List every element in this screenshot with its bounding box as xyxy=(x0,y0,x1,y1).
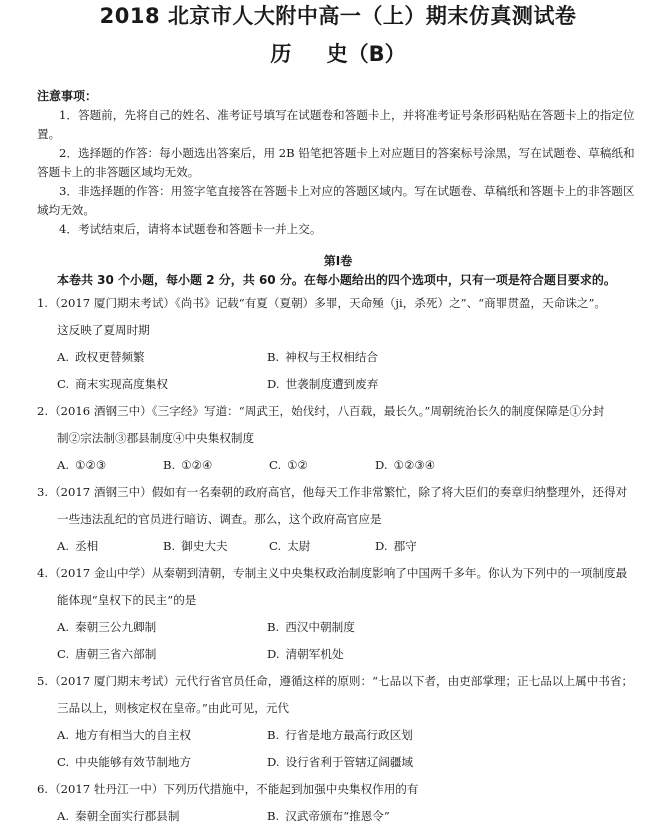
question-number: 1. xyxy=(37,296,49,310)
question-number: 3. xyxy=(37,485,49,499)
option-a[interactable]: A. 秦朝全面实行郡县制 xyxy=(57,809,180,823)
option-a[interactable]: A. 地方有相当大的自主权 xyxy=(57,728,192,742)
option-b[interactable]: B. 御史大夫 xyxy=(163,539,228,553)
notice-item: 1．答题前，先将自己的姓名、准考证号填写在试题卷和答题卡上，并将准考证号条形码粘贴在答题卡上的指定位置。 xyxy=(37,108,635,141)
question-5 xyxy=(37,668,639,776)
options xyxy=(37,533,639,560)
options xyxy=(37,803,639,830)
notice-item: 4．考试结束后，请将本试题卷和答题卡一并上交。 xyxy=(59,222,322,236)
question-2 xyxy=(37,398,639,479)
section-heading: 第Ⅰ卷 xyxy=(323,254,353,268)
option-a[interactable]: A. 秦朝三公九卿制 xyxy=(57,620,157,634)
option-c[interactable]: C. 唐朝三省六部制 xyxy=(57,647,157,661)
question-text-cont: 这反映了夏周时期 xyxy=(57,323,150,337)
notice-heading: 注意事项： xyxy=(37,89,98,103)
question-text: （2017 酒钢三中）假如有一名秦朝的政府高官，他每天工作非常繁忙，除了将大臣们的奏章归纳整理外，还得对 xyxy=(49,485,628,499)
question-text: （2017 厦门期末考试）元代行省官员任命，遵循这样的原则：“七品以下者，由吏部掌理；正七品以上属中书省； xyxy=(49,674,634,688)
question-number: 6. xyxy=(37,782,49,796)
option-d[interactable]: D. 郡守 xyxy=(375,539,417,553)
question-1 xyxy=(37,290,639,398)
option-c[interactable]: C. ①② xyxy=(269,458,308,472)
exam-subtitle: 历 史（B） xyxy=(270,42,406,66)
question-text-cont: 制②宗法制③郡县制度④中央集权制度 xyxy=(57,431,255,445)
notice-item: 2．选择题的作答：每小题选出答案后，用 2B 铅笔把答题卡上对应题目的答案标号涂黑，写在试题卷、草稿纸和答题卡上的非答题区域均无效。 xyxy=(37,146,635,179)
option-d[interactable]: D. ①②③④ xyxy=(375,458,436,472)
option-a[interactable]: A. 丞相 xyxy=(57,539,99,553)
option-b[interactable]: B. 汉武帝颁布“推恩令” xyxy=(267,809,390,823)
option-d[interactable]: D. 设行省利于管辖辽阔疆域 xyxy=(267,755,414,769)
question-number: 5. xyxy=(37,674,49,688)
question-text: （2017 金山中学）从秦朝到清朝，专制主义中央集权政治制度影响了中国两千多年。你认为下列中的一项制度最 xyxy=(49,566,628,580)
option-a[interactable]: A. 政权更替频繁 xyxy=(57,350,145,364)
options xyxy=(37,614,639,668)
question-text-cont: 三品以上，则核定权在皇帝。”由此可见，元代 xyxy=(57,701,290,715)
option-b[interactable]: B. 神权与王权相结合 xyxy=(267,350,378,364)
question-text: （2016 酒钢三中）《三字经》写道：“周武王，始伐纣，八百载，最长久。”周朝统治长久的制度保障是①分封 xyxy=(49,404,605,418)
question-text: （2017 牡丹江一中）下列历代措施中，不能起到加强中央集权作用的有 xyxy=(49,782,419,796)
option-b[interactable]: B. 行省是地方最高行政区划 xyxy=(267,728,413,742)
option-a[interactable]: A. ①②③ xyxy=(57,458,107,472)
question-text-cont: 能体现“皇权下的民主”的是 xyxy=(57,593,197,607)
option-b[interactable]: B. 西汉中朝制度 xyxy=(267,620,355,634)
question-3 xyxy=(37,479,639,560)
option-d[interactable]: D. 清朝军机处 xyxy=(267,647,344,661)
option-b[interactable]: B. ①②④ xyxy=(163,458,213,472)
question-text: （2017 厦门期末考试）《尚书》记载“有夏（夏朝）多罪，天命殛（ji，杀死）之”、“商罪贯盈，天命诛之”。 xyxy=(49,296,606,310)
option-c[interactable]: C. 中央能够有效节制地方 xyxy=(57,755,192,769)
question-number: 2. xyxy=(37,404,49,418)
question-4 xyxy=(37,560,639,668)
option-d[interactable]: D. 世袭制度遭到废弃 xyxy=(267,377,379,391)
question-number: 4. xyxy=(37,566,49,580)
options xyxy=(37,722,639,776)
option-c[interactable]: C. 商末实现高度集权 xyxy=(57,377,168,391)
section-description: 本卷共 30 个小题，每小题 2 分，共 60 分。在每小题给出的四个选项中，只有一项是符合题目要求的。 xyxy=(57,273,616,287)
question-6 xyxy=(37,776,639,830)
options xyxy=(37,344,639,398)
option-c[interactable]: C. 太尉 xyxy=(269,539,311,553)
question-text-cont: 一些违法乱纪的官员进行暗访、调查。那么，这个政府高官应是 xyxy=(57,512,382,526)
options xyxy=(37,452,639,479)
notice-item: 3．非选择题的作答：用签字笔直接答在答题卡上对应的答题区域内。写在试题卷、草稿纸和答题卡上的非答题区域均无效。 xyxy=(37,184,635,217)
exam-title: 2018 北京市人大附中高一（上）期末仿真测试卷 xyxy=(99,4,577,28)
